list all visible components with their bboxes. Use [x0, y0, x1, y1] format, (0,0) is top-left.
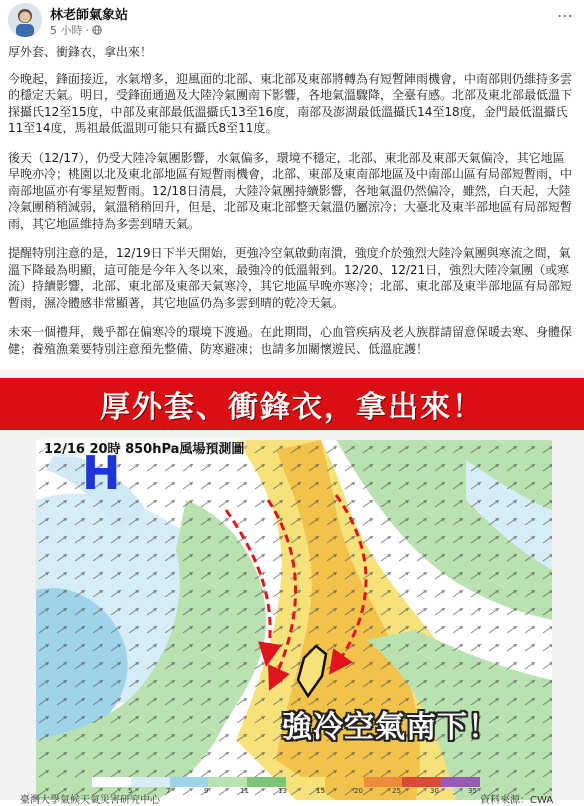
scale-tick: 15 [316, 787, 325, 795]
scale-tick: 13 [278, 787, 287, 795]
scale-tick: 7 [166, 787, 171, 795]
banner-text: 厚外套、衝鋒衣，拿出來！ [100, 390, 484, 425]
post-paragraph: 提醒特別注意的是，12/19日下半天開始，更強冷空氣啟動南潰，強度介於強烈大陸冷氣團與寒流之間，氣溫下降最為明顯，這可能是今年入冬以來，最強冷的低溫報到。12/20、12/21日，強烈大陸冷氣團（或寒流）持續影響，北部、東北部及東部天氣寒冷，其它地區早晚亦寒冷；北部、東北部及東半部地區有局部短暫雨，濕冷體感非常顯著，其它地區仍為多雲到晴的乾冷天氣。 [8, 246, 573, 310]
scale-tick: 30 [430, 787, 439, 795]
image-footer-data-source: 資料來源：CWA [480, 795, 554, 806]
map-title: 12/16 20時 850hPa風場預測圖 [42, 438, 246, 457]
post-meta [50, 22, 102, 38]
post-paragraph: 厚外套、衝鋒衣，拿出來！ [8, 45, 153, 59]
scale-tick: 25 [392, 787, 401, 795]
author-avatar[interactable] [8, 3, 42, 37]
color-scale [92, 777, 480, 787]
author-name[interactable]: 林老師氣象站 [50, 8, 129, 23]
scale-tick: 5 [128, 787, 133, 795]
globe-icon [92, 25, 102, 35]
scale-tick: 9 [204, 787, 209, 795]
post-paragraph: 後天（12/17），仍受大陸冷氣團影響，水氣偏多，環境不穩定，北部、東北部及東部天氣偏冷，其它地區早晚亦冷；桃園以北及東北部地區有短暫雨機會，北部、東部及東南部地區及中南部山區有局部短暫雨，中南部地區亦有零星短暫雨。12/18日清晨，大陸冷氣團持續影響，各地氣溫仍然偏冷，雖然，白天起，大陸冷氣團稍稍減弱，氣溫稍稍回升，但是，北部及東北部整天氣溫仍屬涼冷；大臺北及東半部地區有局部短暫雨，其它地區維持為多雲到晴天氣。 [8, 150, 573, 231]
image-footer-source: 臺灣大學氣候天氣災害研究中心 [20, 795, 160, 806]
more-options-icon[interactable]: ⋯ [557, 6, 574, 25]
post-header [0, 0, 584, 42]
scale-tick: 11 [240, 787, 249, 795]
meta-separator: · [85, 23, 89, 37]
post-paragraph: 今晚起，鋒面接近，水氣增多，迎風面的北部、東北部及東部將轉為有短暫陣雨機會，中南部則仍維持多雲的穩定天氣。明日，受鋒面通過及大陸冷氣團南下影響，各地氣溫驟降，全臺有感。北部及東北部最低溫下探攝氏12至15度，中部及東部最低溫攝氏13至16度，南部及澎湖最低溫攝氏14至18度，金門最低溫攝氏11至14度，馬祖最低溫則可能只有攝氏8至11度。 [8, 71, 573, 135]
post-time[interactable]: 5 小時 [50, 24, 83, 37]
high-pressure-label: H [82, 446, 121, 500]
image-banner [0, 378, 584, 430]
post-body [8, 44, 576, 370]
scale-tick: 35 [468, 787, 477, 795]
cold-air-callout: 強冷空氣南下！ [282, 710, 499, 745]
post-paragraph: 未來一個禮拜，幾乎都在偏寒冷的環境下渡過。在此期間，心血管疾病及老人族群請留意保暖去寒、身體保健；養殖漁業要特別注意預先整備、防寒避凍；也請多加關懷遊民、低溫庇護！ [8, 325, 573, 356]
avatar-image [8, 3, 42, 37]
scale-tick: 20 [354, 787, 363, 795]
